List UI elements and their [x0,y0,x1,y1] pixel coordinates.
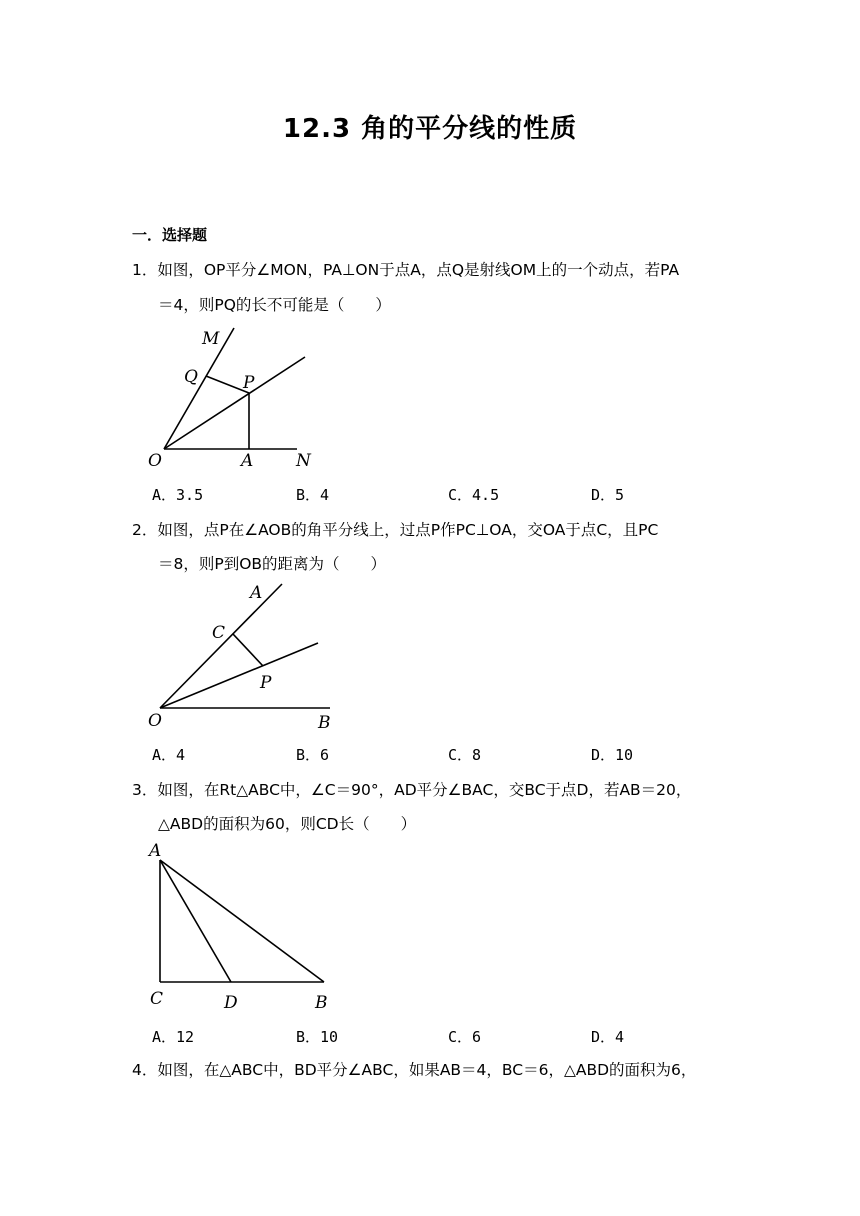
label-A: A [241,451,254,471]
question-1-figure [140,320,330,470]
option-b[interactable]: B．10 [296,1028,339,1046]
option-a[interactable]: A．12 [152,1028,195,1046]
label-M: M [202,329,220,349]
section-heading: 一．选择题 [132,226,208,244]
question-2-figure [140,580,340,733]
question-3-line-2: △ABD的面积为60，则CD长（ ） [158,815,417,833]
label-C: C [150,989,164,1009]
label-A: A [250,583,263,603]
option-a[interactable]: A．3.5 [152,486,204,504]
question-1-line-1: 1．如图，OP平分∠MON，PA⊥ON于点A，点Q是射线OM上的一个动点，若PA [132,261,680,279]
label-B: B [318,713,331,733]
label-O: O [148,451,162,471]
question-2-line-1: 2．如图，点P在∠AOB的角平分线上，过点P作PC⊥OA，交OA于点C，且PC [132,521,659,539]
label-P: P [243,373,255,393]
question-3-line-1: 3．如图，在Rt△ABC中，∠C＝90°，AD平分∠BAC，交BC于点D，若AB＝20， [132,781,692,799]
option-d[interactable]: D．5 [591,486,625,504]
page-title: 12.3 角的平分线的性质 [282,114,578,144]
label-N: N [296,451,311,471]
question-1-line-2: ＝4，则PQ的长不可能是（ ） [158,296,391,314]
question-2-line-2: ＝8，则P到OB的距离为（ ） [158,555,387,573]
label-Q: Q [184,367,198,387]
option-b[interactable]: B．6 [296,746,330,764]
option-d[interactable]: D．10 [591,746,634,764]
option-c[interactable]: C．4.5 [448,486,500,504]
option-d[interactable]: D．4 [591,1028,625,1046]
option-c[interactable]: C．6 [448,1028,482,1046]
option-a[interactable]: A．4 [152,746,186,764]
label-C: C [212,623,226,643]
label-A: A [149,841,162,861]
label-B: B [315,993,328,1013]
question-3-figure [140,838,340,1018]
label-P: P [260,673,272,693]
label-D: D [224,993,238,1013]
option-b[interactable]: B．4 [296,486,330,504]
label-O: O [148,711,162,731]
option-c[interactable]: C．8 [448,746,482,764]
question-4-line-1: 4．如图，在△ABC中，BD平分∠ABC，如果AB＝4，BC＝6，△ABD的面积为6， [132,1061,697,1079]
